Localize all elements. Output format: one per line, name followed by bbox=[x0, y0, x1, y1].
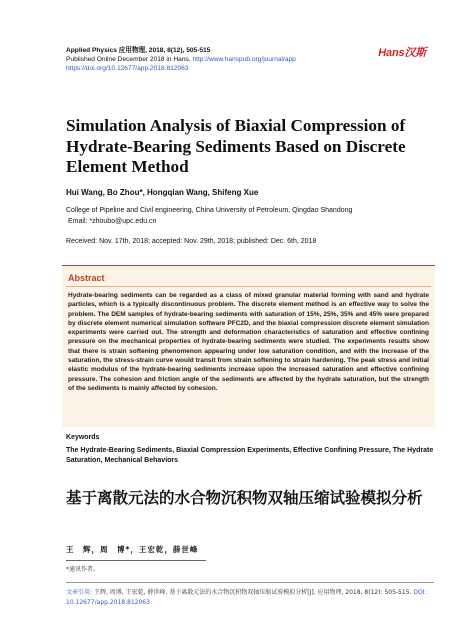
received-dates: Received: Nov. 17th, 2018; accepted: Nov. 29th, 2018; published: Dec. 6th, 2018 bbox=[66, 238, 317, 245]
affiliation-block bbox=[66, 205, 434, 227]
chinese-title: 基于离散元法的水合物沉积物双轴压缩试验模拟分析 bbox=[66, 489, 423, 507]
citation-divider bbox=[66, 582, 434, 583]
affiliation: College of Pipeline and Civil engineering, China University of Petroleum, Qingdao Shandong bbox=[66, 207, 353, 214]
email: Email: *zhoubo@upc.edu.cn bbox=[68, 218, 157, 225]
abstract-text: Hydrate-bearing sediments can be regarded as a class of mixed granular material forming with sand and hydrate particles, which is a typically discontinuous problem. The discrete element method is an effective way to solve the problem. The DEM samples of hydrate-bearing sediments with saturation of 15%, 25%, 35% and 45% were prepared by discrete element numerical simulation software PFC2D, and the biaxial compression discrete element simulation experiments were carried out. The strength and deformation characteristics of saturation and effective confining pressure on the mechanical properties of hydrate-bearing sediments were studied. The experiments results show that there is strain softening phenomenon appearing under low saturation condition, and with the increase of the saturation, the stress-strain curve would transit from strain softening to strain hardening. The peak stress and initial elastic modulus of the hydrate-bearing sediments increase upon the increased saturation and effective confining pressure. The cohesion and friction angle of the sediments are affected by the hydrate saturation, but the strength of the sediments is mainly affected by cohesion. bbox=[68, 292, 429, 392]
doi-link[interactable]: https://doi.org/10.12677/app.2018.812063 bbox=[66, 65, 189, 72]
citation-text: 王辉, 周博, 王宏乾, 薛世峰. 基于离散元法的水合物沉积物双轴压缩试验模拟分析[J]. 应用物理, 2018, 8(12): 505-515. bbox=[93, 589, 414, 596]
journal-url-link[interactable]: http://www.hanspub.org/journal/app bbox=[192, 56, 296, 63]
keywords-heading: Keywords bbox=[66, 434, 100, 441]
paper-title: Simulation Analysis of Biaxial Compression of Hydrate-Bearing Sediments Based on Discrete Element Method bbox=[66, 116, 406, 176]
citation-block bbox=[66, 588, 434, 607]
footnote-divider bbox=[66, 560, 206, 561]
citation-label: 文章引用: bbox=[66, 589, 93, 596]
abstract-heading: Abstract bbox=[68, 273, 105, 283]
citation-doi-link[interactable]: DOI: 10.12677/app.2018.812063 bbox=[66, 589, 427, 606]
published-line: Published Online December 2018 in Hans. http://www.hanspub.org/journal/app bbox=[66, 56, 296, 63]
abstract-box bbox=[62, 265, 435, 427]
journal-line: Applied Physics 应用物理, 2018, 8(12), 505-515 bbox=[66, 47, 211, 54]
author-names: Hui Wang, Bo Zhou*, Hongqian Wang, Shifeng Xue bbox=[66, 188, 259, 197]
abstract-divider bbox=[66, 286, 431, 287]
keywords-block bbox=[66, 433, 434, 467]
chinese-authors: 王 辉，周 博*，王宏乾，薛世峰 bbox=[66, 545, 199, 554]
hans-logo: Hans汉斯 bbox=[378, 47, 426, 59]
journal-header bbox=[66, 46, 426, 73]
author-list bbox=[66, 188, 258, 197]
keywords-text: The Hydrate-Bearing Sediments, Biaxial Compression Experiments, Effective Confining Pressure, The Hydrate Saturation, Mechanical Behaviors bbox=[66, 446, 434, 464]
corresponding-author-note: *通讯作者。 bbox=[66, 566, 100, 573]
